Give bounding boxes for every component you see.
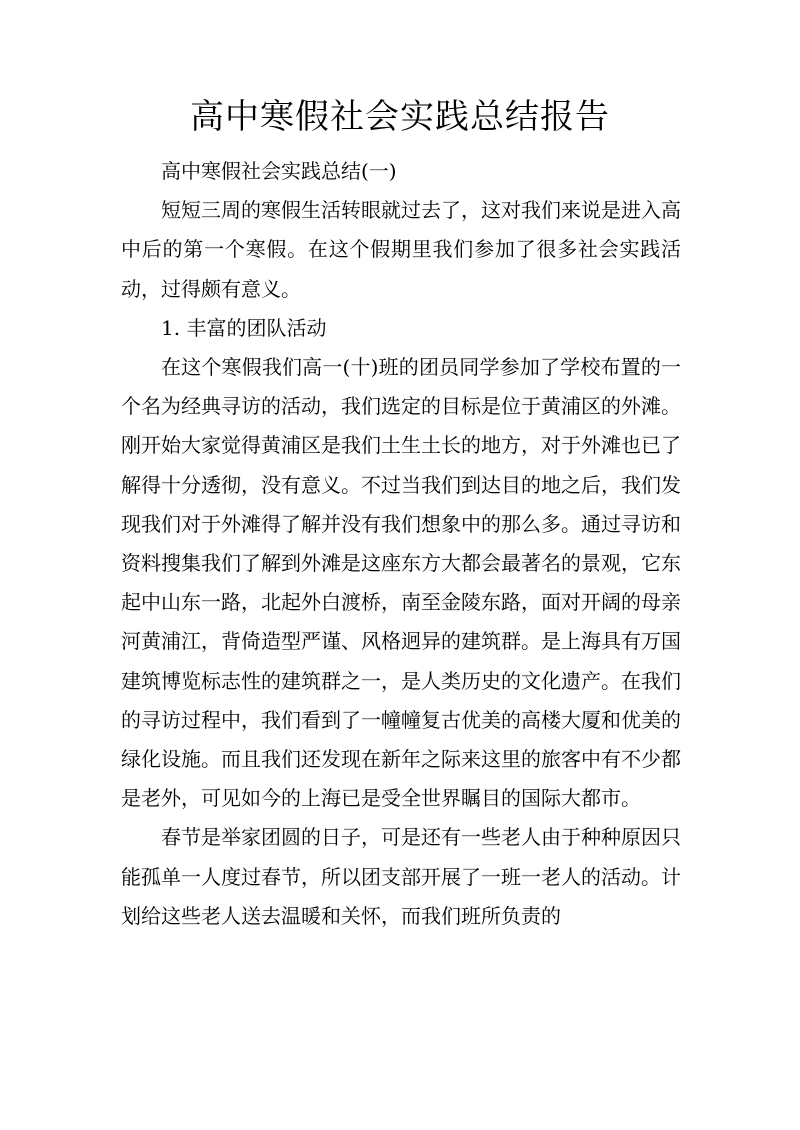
document-title: 高中寒假社会实践总结报告 — [190, 97, 610, 137]
document-body — [121, 152, 681, 936]
paragraph-spring-festival: 春节是举家团圆的日子，可是还有一些老人由于种种原因只能孤单一人度过春节，所以团支部开展了一班一老人的活动。计划给这些老人送去温暖和关怀，而我们班所负责的 — [121, 825, 681, 928]
section-subtitle: 高中寒假社会实践总结(一) — [161, 159, 397, 183]
paragraph-intro: 短短三周的寒假生活转眼就过去了，这对我们来说是进入高中后的第一个寒假。在这个假期里我们参加了很多社会实践活动，过得颇有意义。 — [121, 198, 681, 301]
paragraph-bund-visit: 在这个寒假我们高一(十)班的团员同学参加了学校布置的一个名为经典寻访的活动，我们选定的目标是位于黄浦区的外滩。刚开始大家觉得黄浦区是我们土生土长的地方，对于外滩也已了解得十分透彻，没有意义。不过当我们到达目的地之后，我们发现我们对于外滩得了解并没有我们想象中的那么多。通过寻访和资料搜集我们了解到外滩是这座东方大都会最著名的景观，它东起中山东一路，北起外白渡桥，南至金陵东路，面对开阔的母亲河黄浦江，背倚造型严谨、风格迥异的建筑群。是上海具有万国建筑博览标志性的建筑群之一，是人类历史的文化遗产。在我们的寻访过程中，我们看到了一幢幢复古优美的高楼大厦和优美的绿化设施。而且我们还发现在新年之际来这里的旅客中有不少都是老外，可见如今的上海已是受全世界瞩目的国际大都市。 — [121, 355, 681, 811]
section-heading-team-activities: 1. 丰富的团队活动 — [161, 315, 327, 340]
